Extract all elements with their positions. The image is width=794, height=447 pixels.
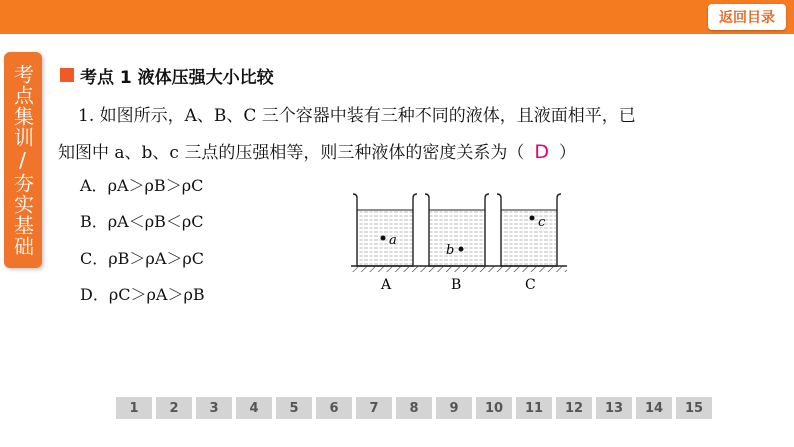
point-c-label: c: [538, 215, 546, 230]
container-a-label: A: [381, 277, 392, 293]
question-line-2: [58, 134, 748, 171]
page-link-6[interactable]: 6: [316, 397, 352, 419]
option-prefix: B．: [80, 212, 108, 231]
page-link-11[interactable]: 11: [516, 397, 552, 419]
page-link-10[interactable]: 10: [476, 397, 512, 419]
container-c-label: C: [525, 277, 536, 293]
option-prefix: C．: [80, 249, 109, 268]
question-line-1: 1. 如图所示，A、B、C 三个容器中装有三种不同的液体，且液面相平，已: [78, 106, 636, 126]
section-title: [60, 62, 274, 88]
point-b: [459, 247, 464, 252]
page-link-7[interactable]: 7: [356, 397, 392, 419]
page-link-9[interactable]: 9: [436, 397, 472, 419]
question-line-2-text: 知图中 a、b、c 三点的压强相等，则三种液体的密度关系为（: [58, 143, 525, 163]
point-b-label: b: [446, 243, 455, 258]
container-b-label: B: [451, 277, 462, 293]
page-link-12[interactable]: 12: [556, 397, 592, 419]
option-a[interactable]: [80, 171, 203, 201]
option-prefix: A．: [80, 176, 108, 195]
option-c[interactable]: [80, 244, 204, 274]
sidebar-tab-basic-practice[interactable]: 考点集训/夯实基础: [4, 52, 42, 268]
page-link-2[interactable]: 2: [156, 397, 192, 419]
page-link-3[interactable]: 3: [196, 397, 232, 419]
option-text: ρA＞ρB＞ρC: [107, 176, 204, 195]
ground-hatch: [351, 266, 567, 272]
option-text: ρB＞ρA＞ρC: [108, 249, 205, 268]
point-c: [530, 216, 535, 221]
section-square-icon: [60, 68, 74, 82]
option-text: ρA＜ρB＜ρC: [107, 212, 204, 231]
back-to-contents-button[interactable]: 返回目录: [708, 4, 786, 30]
section-title-text: 考点 1 液体压强大小比较: [80, 67, 274, 88]
option-prefix: D．: [80, 285, 109, 304]
container-c: [497, 194, 561, 266]
answer-text: D: [534, 141, 549, 163]
page-link-5[interactable]: 5: [276, 397, 312, 419]
container-b: [425, 194, 489, 266]
page-link-15[interactable]: 15: [676, 397, 712, 419]
page-link-14[interactable]: 14: [636, 397, 672, 419]
page-link-13[interactable]: 13: [596, 397, 632, 419]
page-link-1[interactable]: 1: [116, 397, 152, 419]
page-link-8[interactable]: 8: [396, 397, 432, 419]
top-bar: [0, 0, 794, 34]
page-navigator: [116, 397, 712, 419]
question-close-paren: ）: [559, 143, 576, 163]
question-stem: [58, 98, 748, 171]
page-link-4[interactable]: 4: [236, 397, 272, 419]
option-text: ρC＞ρA＞ρB: [108, 285, 205, 304]
point-a: [381, 236, 386, 241]
option-b[interactable]: [80, 207, 204, 237]
containers-figure: [345, 186, 575, 298]
container-a: [353, 194, 417, 266]
option-d[interactable]: [80, 280, 205, 310]
point-a-label: a: [389, 233, 397, 248]
